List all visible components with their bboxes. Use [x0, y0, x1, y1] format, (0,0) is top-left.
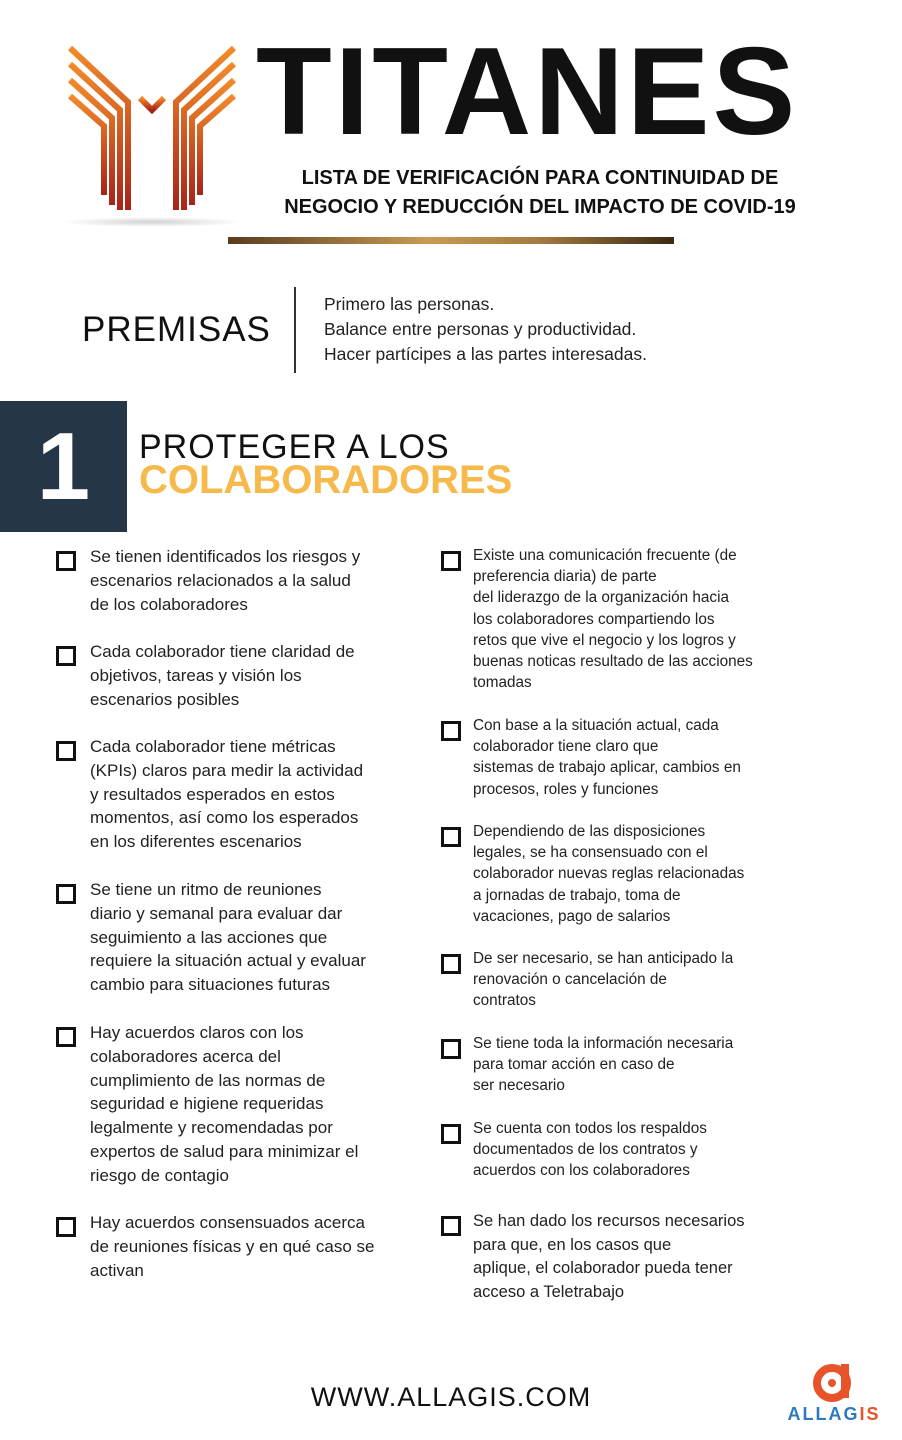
checkbox-icon[interactable]: [56, 646, 76, 666]
checkbox-icon[interactable]: [441, 721, 461, 741]
checkbox-icon[interactable]: [441, 954, 461, 974]
premisa-item: Hacer partícipes a las partes interesadas.: [324, 344, 647, 364]
gold-divider: [228, 237, 674, 244]
checklist-item-text: Hay acuerdos claros con los colaboradores acerca del cumplimiento de las normas de seguridad e higiene requeridas legalmente y recomendadas por expertos de salud para minimizar el riesgo de contagio: [90, 1023, 359, 1185]
premisa-item: Primero las personas.: [324, 294, 495, 314]
checklist-item-text: Se tiene toda la información necesaria para tomar acción en caso de ser necesario: [473, 1035, 734, 1095]
checklist-item-text: Dependiendo de las disposiciones legales, se ha consensuado con el colaborador nuevas reglas relacionadas a jornadas de trabajo, toma de vacaciones, pago de salarios: [473, 823, 745, 925]
checkbox-icon[interactable]: [56, 741, 76, 761]
footer-website-link[interactable]: WWW.ALLAGIS.COM: [310, 1382, 592, 1412]
premisas-divider: [294, 287, 296, 373]
brand-title: TITANES: [256, 23, 799, 161]
checklist-item-text: Se tienen identificados los riesgos y escenarios relacionados a la salud de los colaboradores: [90, 547, 361, 614]
checkbox-icon[interactable]: [56, 1217, 76, 1237]
checklist-item-text: De ser necesario, se han anticipado la renovación o cancelación de contratos: [473, 950, 734, 1010]
section-number: 1: [36, 413, 91, 520]
checklist-item-text: Con base a la situación actual, cada colaborador tiene claro que sistemas de trabajo aplicar, cambios en procesos, roles y funciones: [473, 717, 741, 798]
checkbox-icon[interactable]: [56, 1027, 76, 1047]
checkbox-icon[interactable]: [441, 1039, 461, 1059]
premisas-list: [324, 292, 647, 367]
premisas-label: PREMISAS: [82, 310, 271, 349]
checklist-item-text: Se tiene un ritmo de reuniones diario y semanal para evaluar dar seguimiento a las acciones que requiere la situación actual y evaluar cambio para situaciones futuras: [90, 880, 366, 995]
logo-text-accent: IS: [859, 1404, 881, 1424]
logo-text-main: ALLAG: [787, 1404, 860, 1424]
titanes-logo-icon: [58, 40, 246, 230]
checkbox-icon[interactable]: [56, 884, 76, 904]
document-subtitle: [240, 164, 840, 222]
checklist-item-text: Se cuenta con todos los respaldos documentados de los contratos y acuerdos con los colaboradores: [473, 1120, 707, 1180]
section-title-line-1: PROTEGER A LOS: [139, 428, 450, 466]
checklist-item-text: Se han dado los recursos necesarios para que, en los casos que aplique, el colaborador pueda tener acceso a Teletrabajo: [473, 1212, 745, 1301]
checklist-item-text: Cada colaborador tiene métricas (KPIs) claros para medir la actividad y resultados esperados en estos momentos, así como los esperados en los diferentes escenarios: [90, 737, 364, 852]
checkbox-icon[interactable]: [441, 827, 461, 847]
allagis-logo-text: [787, 1404, 881, 1425]
subtitle-line-1: LISTA DE VERIFICACIÓN PARA CONTINUIDAD DE: [301, 167, 779, 189]
checklist-item-text: Existe una comunicación frecuente (de preferencia diaria) de parte del liderazgo de la organización hacia los colaboradores compartiendo los retos que vive el negocio y los logros y buenas noticas resultado de las acciones tomadas: [473, 547, 753, 692]
allagis-logo-icon: [813, 1362, 855, 1402]
allagis-logo: [787, 1362, 881, 1426]
checkbox-icon[interactable]: [441, 1124, 461, 1144]
subtitle-line-2: NEGOCIO Y REDUCCIÓN DEL IMPACTO DE COVID-19: [284, 196, 796, 218]
checkbox-icon[interactable]: [56, 551, 76, 571]
checkbox-icon[interactable]: [441, 1216, 461, 1236]
section-title-line-2: COLABORADORES: [139, 458, 513, 502]
checkbox-icon[interactable]: [441, 551, 461, 571]
checklist-item-text: Hay acuerdos consensuados acerca de reuniones físicas y en qué caso se activan: [90, 1213, 375, 1280]
checklist-item-text: Cada colaborador tiene claridad de objetivos, tareas y visión los escenarios posibles: [90, 642, 355, 709]
premisa-item: Balance entre personas y productividad.: [324, 319, 637, 339]
